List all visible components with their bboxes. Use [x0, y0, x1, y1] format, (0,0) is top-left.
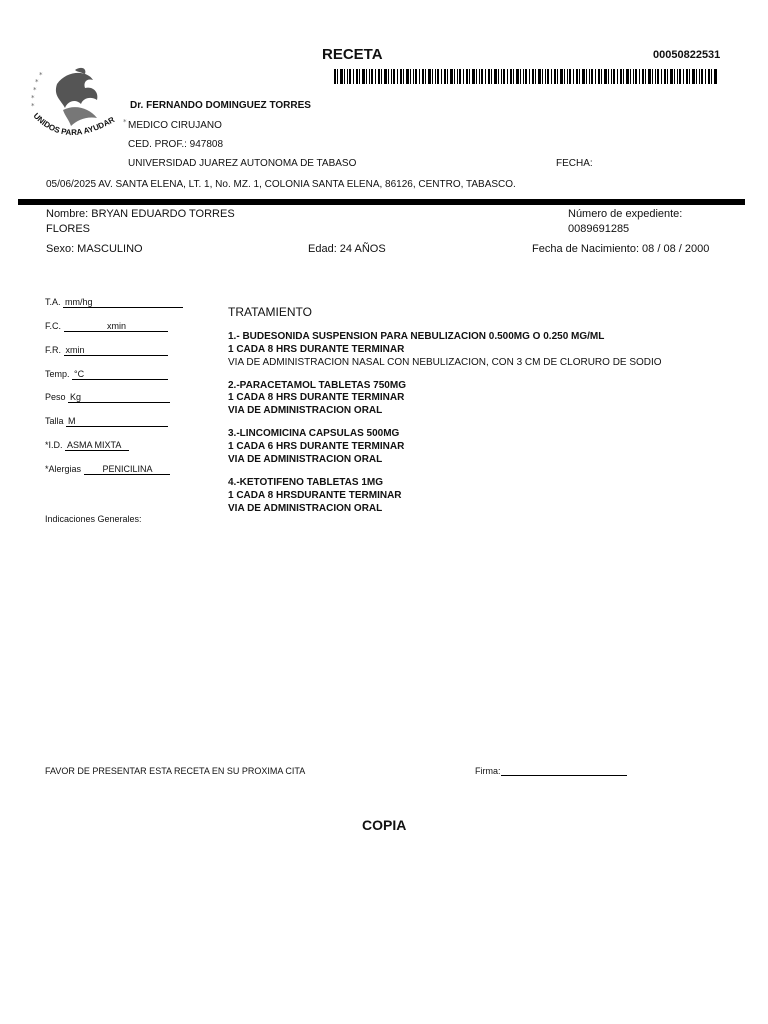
- vital-value: M: [66, 416, 168, 427]
- vital-fr: [45, 345, 168, 356]
- vital-label: Temp.: [45, 369, 70, 379]
- rx-line: VIA DE ADMINISTRACION ORAL: [228, 454, 383, 465]
- signature-line: [501, 766, 627, 776]
- vital-value: xmin: [64, 345, 168, 356]
- vital-talla: [45, 416, 168, 427]
- rx-line: 1 CADA 8 HRS DURANTE TERMINAR: [228, 344, 405, 355]
- vital-label: Talla: [45, 416, 64, 426]
- rx-line: 1 CADA 8 HRSDURANTE TERMINAR: [228, 490, 402, 501]
- vital-value: PENICILINA: [84, 464, 170, 475]
- rx-line: 1 CADA 8 HRS DURANTE TERMINAR: [228, 392, 405, 403]
- vital-value: °C: [72, 369, 168, 380]
- fecha-label: FECHA:: [556, 158, 593, 169]
- vital-label: *Alergias: [45, 464, 82, 474]
- vital-value: ASMA MIXTA: [65, 440, 129, 451]
- vital-id: [45, 440, 129, 451]
- doctor-name: Dr. FERNANDO DOMINGUEZ TORRES: [130, 100, 311, 111]
- patient-name-continued: FLORES: [46, 223, 91, 235]
- footer-note: FAVOR DE PRESENTAR ESTA RECETA EN SU PROXIMA CITA: [45, 766, 306, 776]
- folio-number: 00050822531: [653, 49, 721, 61]
- patient-name: Nombre: BRYAN EDUARDO TORRES: [46, 208, 235, 220]
- expediente-label: Número de expediente:: [568, 208, 683, 220]
- logo-text: UNIDOS PARA AYUDAR: [31, 111, 117, 138]
- svg-text:*: *: [31, 94, 35, 102]
- vital-fc: [45, 321, 168, 332]
- vital-alergias: [45, 464, 170, 475]
- doctor-university: UNIVERSIDAD JUAREZ AUTONOMA DE TABASO: [128, 158, 357, 169]
- rx-line: VIA DE ADMINISTRACION ORAL: [228, 503, 383, 514]
- rx-line: 1 CADA 6 HRS DURANTE TERMINAR: [228, 441, 405, 452]
- vital-label: F.C.: [45, 321, 62, 331]
- patient-sex: Sexo: MASCULINO: [46, 243, 143, 255]
- vital-value: Kg: [68, 392, 170, 403]
- vital-label: *I.D.: [45, 440, 63, 450]
- vital-peso: [45, 392, 170, 403]
- rx-line: 3.-LINCOMICINA CAPSULAS 500MG: [228, 428, 400, 439]
- rx-line: 2.-PARACETAMOL TABLETAS 750MG: [228, 380, 406, 391]
- patient-birthdate: Fecha de Nacimiento: 08 / 08 / 2000: [532, 243, 710, 255]
- vital-ta: [45, 297, 183, 308]
- vital-label: F.R.: [45, 345, 62, 355]
- indicaciones-label: Indicaciones Generales:: [45, 514, 142, 524]
- svg-text:*: *: [123, 118, 127, 126]
- treatment-heading: TRATAMIENTO: [228, 305, 312, 319]
- vital-value: mm/hg: [63, 297, 183, 308]
- document-title: RECETA: [322, 46, 383, 63]
- rx-line: 1.- BUDESONIDA SUSPENSION PARA NEBULIZACION 0.500MG O 0.250 MG/ML: [228, 331, 605, 342]
- svg-text:*: *: [35, 78, 39, 86]
- header-divider: [18, 199, 745, 205]
- firma-label: Firma:: [475, 766, 501, 776]
- barcode: [334, 69, 717, 84]
- copia-stamp: COPIA: [362, 817, 407, 833]
- expediente-value: 0089691285: [568, 223, 630, 235]
- svg-text:*: *: [33, 86, 37, 94]
- doctor-specialty: MEDICO CIRUJANO: [128, 120, 222, 131]
- rx-line: 4.-KETOTIFENO TABLETAS 1MG: [228, 477, 384, 488]
- patient-age: Edad: 24 AÑOS: [308, 243, 386, 255]
- vital-label: T.A.: [45, 297, 61, 307]
- rx-line: VIA DE ADMINISTRACION NASAL CON NEBULIZACION, CON 3 CM DE CLORURO DE SODIO: [228, 357, 662, 368]
- vital-value: xmin: [64, 321, 168, 332]
- svg-text:*: *: [39, 71, 43, 79]
- rx-line: VIA DE ADMINISTRACION ORAL: [228, 405, 383, 416]
- doctor-cedula: CED. PROF.: 947808: [128, 139, 224, 150]
- address-line: 05/06/2025 AV. SANTA ELENA, LT. 1, No. MZ. 1, COLONIA SANTA ELENA, 86126, CENTRO, TABASCO.: [46, 179, 516, 190]
- signature-field: [475, 766, 627, 776]
- svg-text:*: *: [31, 102, 35, 110]
- dove-logo-icon: [27, 64, 127, 146]
- vital-temp: [45, 369, 168, 380]
- vital-label: Peso: [45, 392, 66, 402]
